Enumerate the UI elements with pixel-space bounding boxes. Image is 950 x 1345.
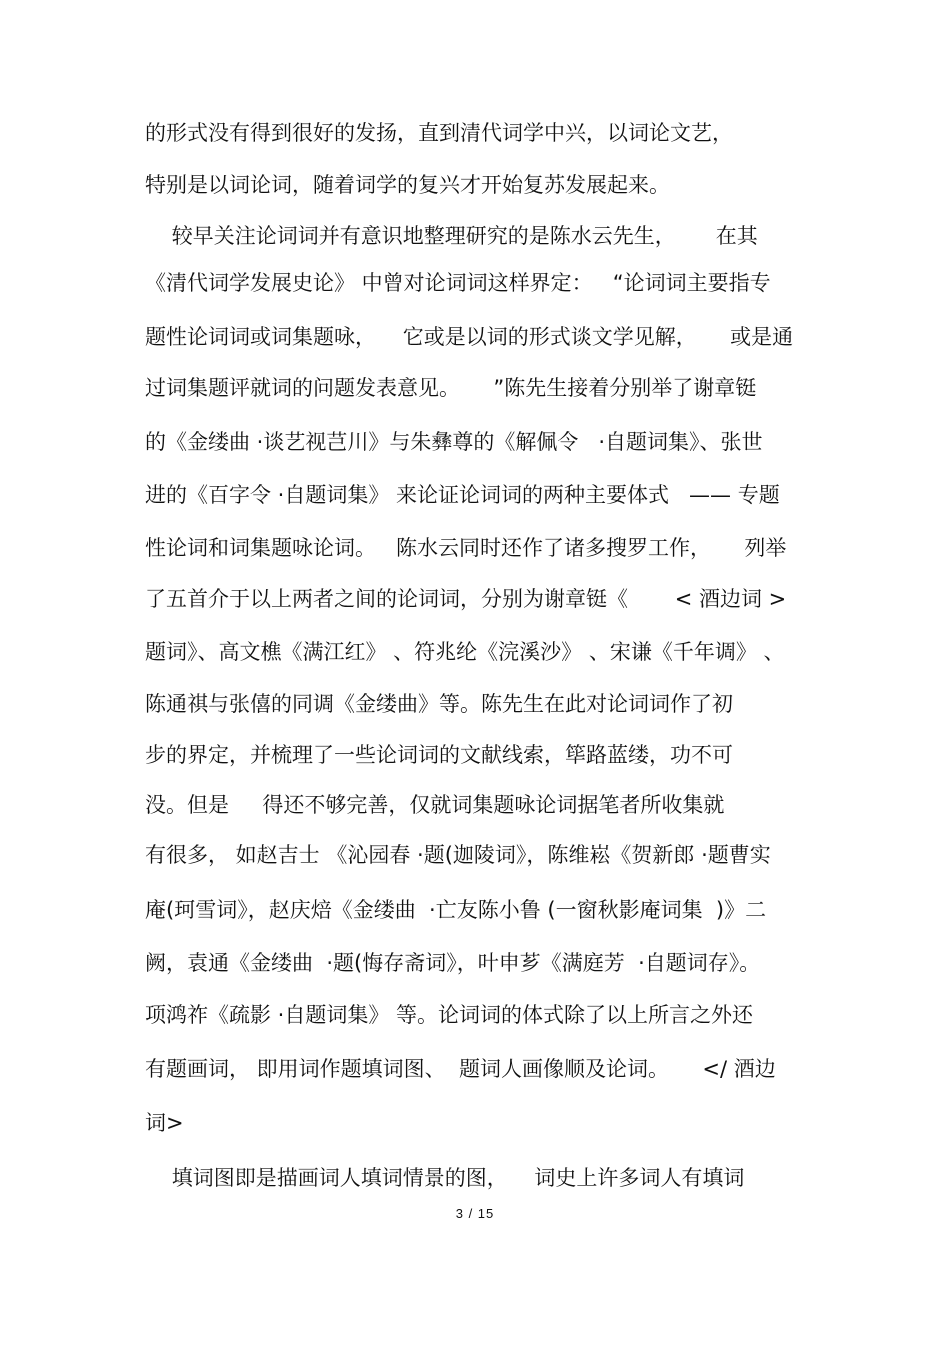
text-line: 题性论词词或词集题咏， 它或是以词的形式谈文学见解， 或是通 [145,325,794,349]
text-line: 有很多， 如赵吉士 《沁园春 ·题(迦陵词》，陈维崧《贺新郎 ·题曹实 [145,843,771,867]
text-line: 进的《百字令 ·自题词集》 来论证论词词的两种主要体式 —— 专题 [145,483,780,507]
text-line: 了五首介于以上两者之间的论词词，分别为谢章铤《 < 酒边词 > [145,587,787,611]
text-line: 特别是以词论词，随着词学的复兴才开始复苏发展起来。 [145,173,670,197]
text-line: 步的界定，并梳理了一些论词词的文献线索，筚路蓝缕，功不可 [145,743,733,767]
text-line: 的《金缕曲 ·谈艺视芑川》与朱彝尊的《解佩令 ·自题词集》、张世 [145,430,763,454]
text-line: 有题画词， 即用词作题填词图、 题词人画像顺及论词。 </ 酒边 [145,1057,776,1081]
text-line: 的形式没有得到很好的发扬，直到清代词学中兴，以词论文艺， [145,121,733,145]
text-line: 填词图即是描画词人填词情景的图， 词史上许多词人有填词 [145,1166,745,1190]
text-line: 性论词和词集题咏论词。 陈水云同时还作了诸多搜罗工作， 列举 [145,536,787,560]
text-line: 陈通祺与张僖的同调《金缕曲》等。陈先生在此对论词词作了初 [145,692,733,716]
text-line: 题词》、高文樵《满江红》 、符兆纶《浣溪沙》 、宋谦《千年调》 、 [145,640,785,664]
text-line: 较早关注论词词并有意识地整理研究的是陈水云先生， 在其 [145,224,758,248]
text-line: 阙，袁通《金缕曲 ·题(悔存斋词》，叶申芗《满庭芳 ·自题词存》。 [145,951,761,975]
page-number: 3 / 15 [455,1206,495,1221]
text-line: 词> [145,1111,184,1135]
text-line: 《清代词学发展史论》 中曾对论词词这样界定： “论词词主要指专 [145,271,771,295]
text-line: 没。但是 得还不够完善，仅就词集题咏论词据笔者所收集就 [145,793,725,817]
text-line: 过词集题评就词的问题发表意见。 ”陈先生接着分别举了谢章铤 [145,376,757,400]
text-line: 庵(珂雪词》，赵庆焙《金缕曲 ·亡友陈小鲁 (一窗秋影庵词集 )》二 [145,898,767,922]
text-line: 项鸿祚《疏影 ·自题词集》 等。论词词的体式除了以上所言之外还 [145,1003,754,1027]
